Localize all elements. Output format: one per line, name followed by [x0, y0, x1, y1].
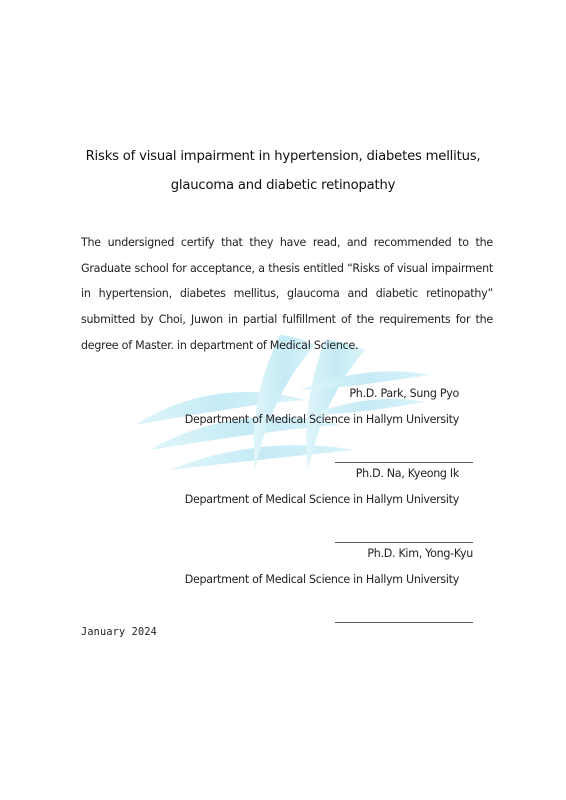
- signer-1-name: Ph.D. Park, Sung Pyo: [349, 387, 459, 400]
- signer-2-signature-line: [335, 542, 473, 543]
- thesis-title-line-2: glaucoma and diabetic retinopathy: [170, 178, 396, 193]
- submission-date: January 2024: [81, 627, 158, 638]
- signer-1-department: Department of Medical Science in Hallym University: [184, 413, 459, 426]
- certification-statement: The undersigned certify that they have read, and recommended to the Graduate school for acceptance, a thesis entitled “Risks of visual impairment in hypertension, diabetes mellitus, glaucoma and diabetic retinopathy” submitted by Choi, Juwon in partial fulfillment of the requirements for the degree of Master. in department of Medical Science.: [81, 236, 493, 352]
- signer-3-signature-line: [335, 622, 473, 623]
- signer-2-name: Ph.D. Na, Kyeong Ik: [355, 467, 459, 480]
- signer-2-department: Department of Medical Science in Hallym University: [184, 493, 459, 506]
- signer-3-department: Department of Medical Science in Hallym University: [184, 573, 459, 586]
- signer-1-signature-line: [335, 462, 473, 463]
- thesis-title-line-1: Risks of visual impairment in hypertension, diabetes mellitus,: [85, 149, 481, 164]
- signer-3-name: Ph.D. Kim, Yong-Kyu: [367, 547, 473, 560]
